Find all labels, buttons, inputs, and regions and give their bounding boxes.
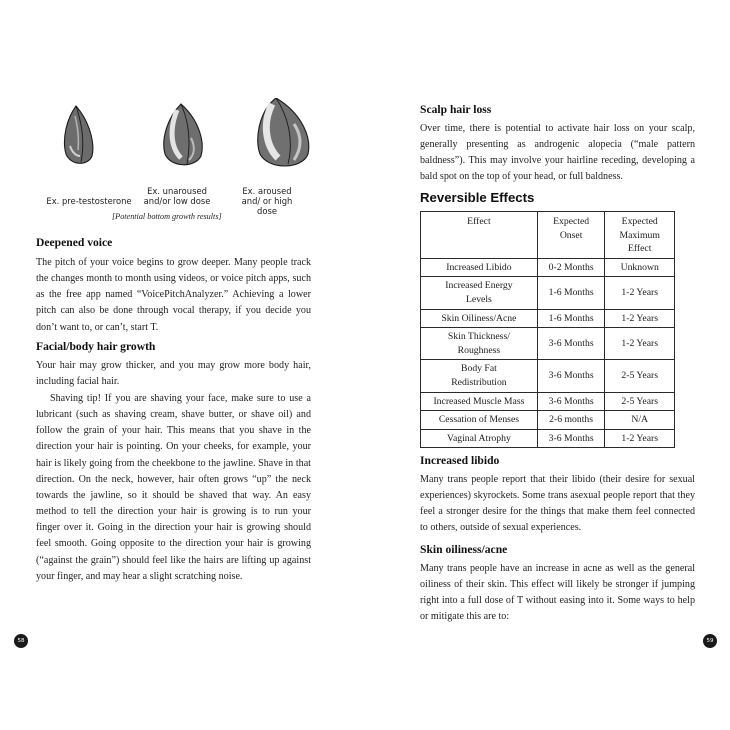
table-header-row <box>421 212 675 259</box>
increased-libido-body: Many trans people report that their libido (their desire for sexual experiences) skyrockets. Some trans asexual people report that they feel a stronger desire for the things that make them feel connected to others, outside of sexual experiences. <box>420 474 695 534</box>
scalp-hair-loss-heading: Scalp hair loss <box>420 103 492 116</box>
onset-cell: 3-6 Months <box>537 429 605 448</box>
onset-cell: 3-6 Months <box>537 360 605 392</box>
label-pre-testosterone: Ex. pre-testosterone <box>46 196 132 206</box>
onset-cell: 1-6 Months <box>537 277 605 309</box>
effect-cell: Skin Thickness/ Roughness <box>421 328 538 360</box>
skin-oiliness-body: Many trans people have an increase in acne as well as the general oiliness of their skin. This effect will likely be stronger if jumping right into a full dose of T without easing into it. Some ways to help or mitigate this are to: <box>420 563 695 623</box>
bottom-growth-illustrations <box>36 98 326 230</box>
hair-growth-body: Your hair may grow thicker, and you may grow more body hair, including facial hair. <box>36 360 311 388</box>
effect-cell: Increased Libido <box>421 258 538 277</box>
effect-cell: Increased Energy Levels <box>421 277 538 309</box>
maximum-effect-cell: 1-2 Years <box>605 328 675 360</box>
onset-cell: 2-6 months <box>537 411 605 430</box>
table-row <box>421 309 675 328</box>
column-header-expected-onset: Expected Onset <box>537 212 605 259</box>
reversible-effects-heading: Reversible Effects <box>420 190 535 205</box>
onset-cell: 1-6 Months <box>537 309 605 328</box>
effect-cell: Skin Oiliness/Acne <box>421 309 538 328</box>
maximum-effect-cell: 1-2 Years <box>605 277 675 309</box>
effect-cell: Increased Muscle Mass <box>421 392 538 411</box>
table-row <box>421 411 675 430</box>
deepened-voice-body: The pitch of your voice begins to grow deeper. Many people track the changes month to month using videos, or voice pitch apps, such as the free app named “VoicePitchAnalyzer.” Achieving a lower pitch can also be done through vocal therapy, if you decide you don’t want to, or can’t, start T. <box>36 257 311 333</box>
illustration-unaroused <box>164 104 202 165</box>
table-row <box>421 277 675 309</box>
table-row <box>421 360 675 392</box>
reversible-effects-table <box>420 211 675 448</box>
table-row <box>421 429 675 448</box>
skin-oiliness-heading: Skin oiliness/acne <box>420 543 508 556</box>
effect-cell: Body Fat Redistribution <box>421 360 538 392</box>
label-unaroused: Ex. unaroused and/or low dose <box>143 186 211 206</box>
effect-cell: Cessation of Menses <box>421 411 538 430</box>
scalp-hair-loss-body: Over time, there is potential to activate hair loss on your scalp, generally presenting as androgenic alopecia (“male pattern baldness”). This may involve your hairline receding, developing a bald spot on the top of your head, or full baldness. <box>420 123 695 183</box>
effect-cell: Vaginal Atrophy <box>421 429 538 448</box>
maximum-effect-cell: 1-2 Years <box>605 309 675 328</box>
page-number-right: 59 <box>703 634 717 648</box>
table-row <box>421 328 675 360</box>
maximum-effect-cell: N/A <box>605 411 675 430</box>
onset-cell: 0-2 Months <box>537 258 605 277</box>
hair-growth-heading: Facial/body hair growth <box>36 340 156 353</box>
table-row <box>421 258 675 277</box>
column-header-expected-maximum-effect: Expected Maximum Effect <box>605 212 675 259</box>
label-aroused: Ex. aroused and/ or high dose <box>241 186 293 216</box>
illustration-pre-testosterone <box>64 106 92 163</box>
deepened-voice-heading: Deepened voice <box>36 236 113 249</box>
onset-cell: 3-6 Months <box>537 392 605 411</box>
page-number-left: 58 <box>14 634 28 648</box>
illustration-caption: [Potential bottom growth results] <box>112 212 222 221</box>
onset-cell: 3-6 Months <box>537 328 605 360</box>
maximum-effect-cell: 1-2 Years <box>605 429 675 448</box>
table-row <box>421 392 675 411</box>
column-header-effect: Effect <box>421 212 538 259</box>
maximum-effect-cell: Unknown <box>605 258 675 277</box>
maximum-effect-cell: 2-5 Years <box>605 392 675 411</box>
illustration-aroused <box>258 98 309 166</box>
increased-libido-heading: Increased libido <box>420 454 500 467</box>
shaving-tip-body: Shaving tip! If you are shaving your face, make sure to use a lubricant (such as shaving cream, shave butter, or shave oil) and follow the grain of your hair. This means that you shave in the direction your hair is pointing. On your cheeks, for example, your hair is likely going from the cheekbone to the jawline. Shave in that direction. On the neck, however, hair often grows “up” the neck towards the jawline, so it should be shaved that way. An easy method to tell the direction your hair is growing is to run your finger over it. Going in the direction your hair is growing should feel smooth. Going opposite to the direction your hair is growing (“against the grain”) should feel like the hairs are lifting up against your finger, and may hear a slight scratching noise. <box>36 393 311 582</box>
right-page <box>365 0 730 730</box>
maximum-effect-cell: 2-5 Years <box>605 360 675 392</box>
bottom-growth-drawings <box>36 98 326 198</box>
